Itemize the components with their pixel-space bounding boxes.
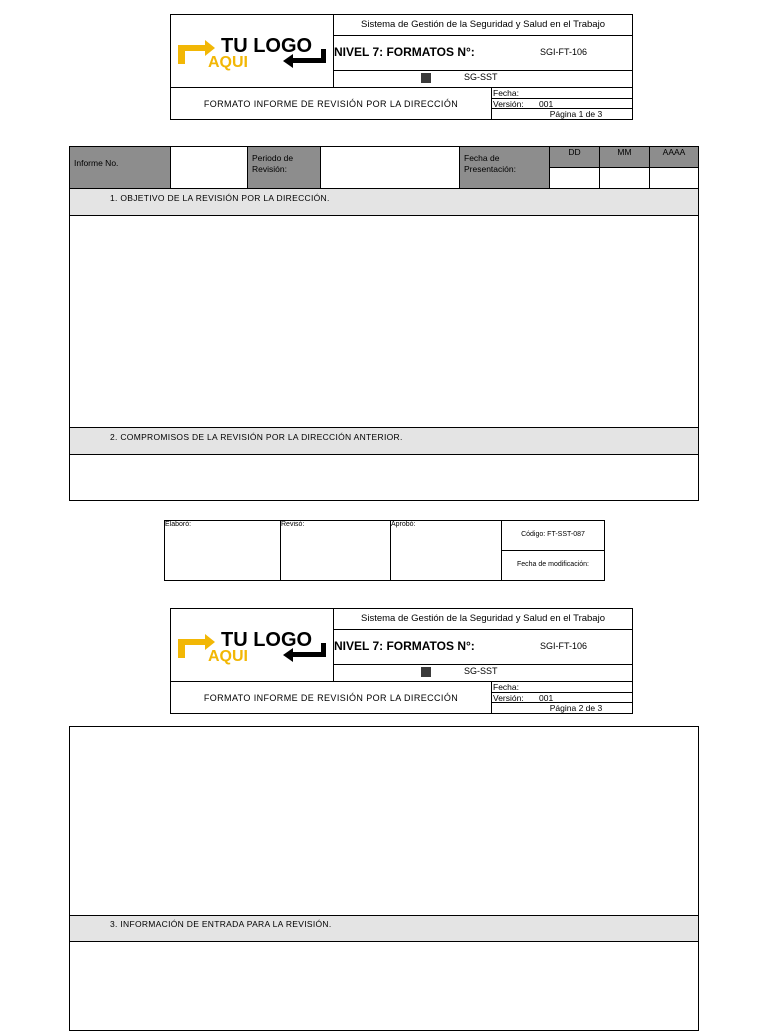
fecha-label-cell [459,146,550,189]
logo-text-bottom: AQUI [208,648,248,665]
codigo-cell [501,520,605,551]
reviso-label: Revisó: [281,521,305,528]
logo-arrow-icon [171,609,334,681]
fecha-presentacion-label: Fecha de Presentación: [464,153,516,174]
form-title: FORMATO INFORME DE REVISIÓN POR LA DIRECCIÓN [171,88,492,119]
dd-header [549,146,600,168]
section-3-header [69,915,699,942]
mm-label: MM [617,147,632,157]
system-name: Sistema de Gestión de la Seguridad y Salud en el Trabajo [334,15,632,36]
codigo-label: Código: FT-SST-087 [521,531,585,538]
logo-text-top: TU LOGO [221,35,313,57]
section-2-header [69,427,699,455]
sgsst-row [334,70,632,87]
periodo-label: Periodo de Revisión: [252,153,294,174]
version-row [492,693,632,703]
level-label: NIVEL 7: FORMATOS N°: [334,639,475,653]
sgsst-label: SG-SST [464,72,498,82]
page-label: Página 2 de 3 [549,703,603,713]
document-header-1 [170,14,633,120]
informe-label: Informe No. [74,158,119,168]
continuation-body[interactable] [69,726,699,916]
elaboro-cell[interactable] [164,520,281,581]
section-3-body[interactable] [69,941,699,1031]
level-label: NIVEL 7: FORMATOS N°: [334,45,475,59]
fecha-label: Fecha: [492,88,632,99]
aaaa-input[interactable] [649,167,699,189]
square-icon [421,667,431,677]
version-row [492,99,632,109]
company-logo [171,609,334,681]
section-2-body[interactable] [69,454,699,501]
informe-label-cell [69,146,171,189]
version-label: Versión: [493,99,524,109]
fecha-mod-label: Fecha de modificación: [517,561,589,568]
version-label: Versión: [493,693,524,703]
logo-arrow-icon [171,15,334,87]
header-bottom [171,87,632,119]
dd-input[interactable] [549,167,600,189]
format-code: SGI-FT-106 [540,47,588,57]
level-row [334,629,632,665]
page-label: Página 1 de 3 [549,109,603,119]
format-code: SGI-FT-106 [540,641,588,651]
logo-text-bottom: AQUI [208,54,248,71]
version-value: 001 [539,693,554,703]
aprobo-label: Aprobó: [391,521,416,528]
logo-text-top: TU LOGO [221,629,313,651]
version-value: 001 [539,99,554,109]
section-2-title: 2. COMPROMISOS DE LA REVISIÓN POR LA DIRECCIÓN ANTERIOR. [110,432,403,442]
document-header-2 [170,608,633,714]
dd-label: DD [568,147,581,157]
section-1-header [69,188,699,216]
aprobo-cell[interactable] [390,520,502,581]
mm-input[interactable] [599,167,650,189]
square-icon [421,73,431,83]
section-1-title: 1. OBJETIVO DE LA REVISIÓN POR LA DIRECCIÓN. [110,193,330,203]
periodo-label-cell [247,146,321,189]
fecha-mod-cell [501,550,605,581]
sgsst-label: SG-SST [464,666,498,676]
elaboro-label: Elaboró: [165,521,192,528]
section-3-title: 3. INFORMACIÓN DE ENTRADA PARA LA REVISIÓN. [110,919,332,929]
level-row [334,35,632,71]
aaaa-label: AAAA [662,147,686,157]
mm-header [599,146,650,168]
header-bottom [171,681,632,713]
aaaa-header [649,146,699,168]
sgsst-row [334,664,632,681]
system-name: Sistema de Gestión de la Seguridad y Salud en el Trabajo [334,609,632,630]
form-title: FORMATO INFORME DE REVISIÓN POR LA DIRECCIÓN [171,682,492,713]
fecha-label: Fecha: [492,682,632,693]
company-logo [171,15,334,87]
section-1-body[interactable] [69,215,699,428]
periodo-value-cell[interactable] [320,146,460,189]
reviso-cell[interactable] [280,520,391,581]
informe-value-cell[interactable] [170,146,248,189]
